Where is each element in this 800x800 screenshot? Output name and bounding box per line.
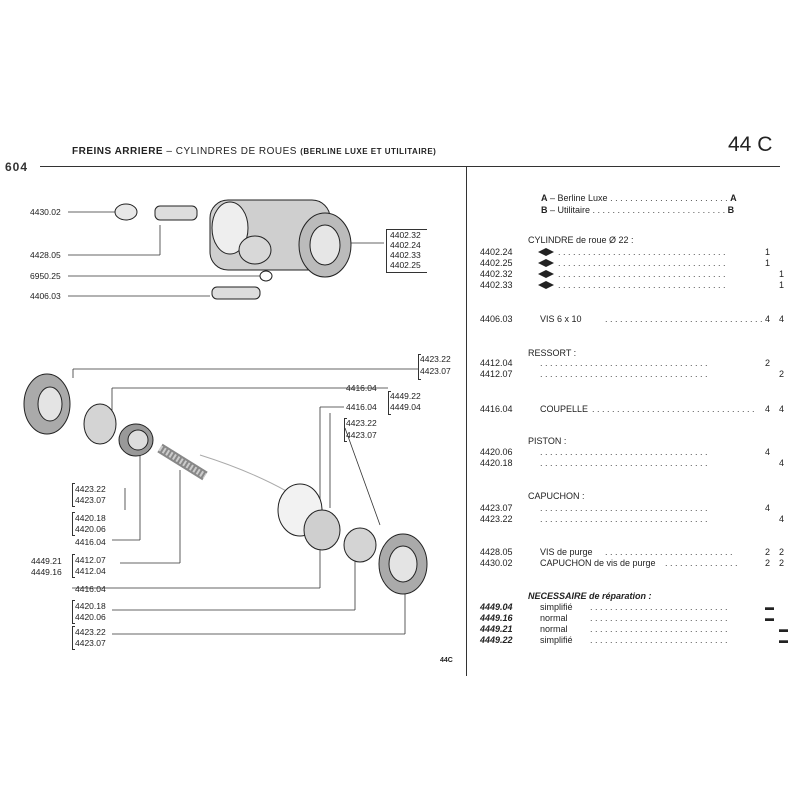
piston-title: PISTON : [528, 436, 567, 446]
ref-4428-05: 4428.05 [30, 250, 61, 260]
ref-4416-04-m1: 4416.04 [346, 383, 377, 393]
ref-4423-07-c: 4423.07 [346, 430, 377, 440]
part-code: 4423.07 [480, 503, 513, 513]
ref-4416-04-l2: 4416.04 [75, 584, 106, 594]
qty-a: 2 [765, 358, 771, 368]
part-code: 4420.18 [480, 458, 513, 468]
coupelle-qb: 4 [779, 404, 785, 414]
ref-4449-21: 4449.21 [31, 556, 62, 566]
part-code: 4423.22 [480, 514, 513, 524]
cylindre-row: 4402.25 . . . . . . . . . . . . . . . . . . . . . . . . . . . . . . . . . . 1 [480, 258, 771, 268]
legend-a-label: A [541, 193, 548, 203]
ref-4449-22: 4449.22 [390, 391, 421, 401]
ref-4430-02: 4430.02 [30, 207, 61, 217]
cylindre-title: CYLINDRE de roue Ø 22 : [528, 235, 634, 245]
ref-4402-24: 4402.24 [390, 240, 421, 250]
column-divider [466, 166, 467, 676]
ref-4412-04: 4412.04 [75, 566, 106, 576]
qty-a: ▬ [765, 613, 774, 623]
ref-4423-22-l5: 4423.22 [75, 627, 106, 637]
part-code: 4412.07 [480, 369, 513, 379]
ref-4449-16: 4449.16 [31, 567, 62, 577]
ref-4420-06-l4: 4420.06 [75, 612, 106, 622]
ref-4423-22-c: 4423.22 [346, 418, 377, 428]
qty-b: 4 [779, 458, 785, 468]
part-code: 4428.05 [480, 547, 513, 557]
vis-code: 4406.03 [480, 314, 513, 324]
ref-4423-07-l1: 4423.07 [75, 495, 106, 505]
ref-4402-25: 4402.25 [390, 260, 421, 270]
title-bold: FREINS ARRIERE [72, 146, 164, 157]
ressort-title: RESSORT : [528, 348, 577, 358]
qty-a: ▬ [765, 602, 774, 612]
qty-b: 1 [779, 280, 785, 290]
part-code: 4420.06 [480, 447, 513, 457]
ref-4402-32: 4402.32 [390, 230, 421, 240]
qty-b: 2 [779, 547, 785, 557]
purge-row: 4428.05 VIS de purge . . . . . . . . . . . . . . . . . . . . . . . . . . 2 2 [480, 547, 785, 557]
ref-4406-03: 4406.03 [30, 291, 61, 301]
qty-b: ▬ [779, 635, 788, 645]
part-code: 4449.21 [480, 624, 513, 634]
qty-b: 2 [779, 369, 785, 379]
part-code: 4449.16 [480, 613, 513, 623]
legend-b-text: – Utilitaire [550, 205, 591, 215]
qty-b: 2 [779, 558, 785, 568]
cylindre-row: 4402.24 . . . . . . . . . . . . . . . . . . . . . . . . . . . . . . . . . . 1 [480, 247, 771, 257]
necessaire-title: NECESSAIRE de réparation : [528, 591, 652, 601]
title-paren: (BERLINE LUXE ET UTILITAIRE) [300, 147, 437, 156]
part-code: 4449.04 [480, 602, 513, 612]
part-code: 4402.25 [480, 258, 513, 268]
part-desc: simplifié [540, 602, 573, 612]
piston-row: 4420.18 . . . . . . . . . . . . . . . . . . . . . . . . . . . . . . . . . . 4 [480, 458, 785, 468]
legend-a-col: A [730, 193, 737, 203]
capuchon-row: 4423.07 . . . . . . . . . . . . . . . . . . . . . . . . . . . . . . . . . . 4 [480, 503, 771, 513]
legend-a-text: – Berline Luxe [550, 193, 608, 203]
qty-a: 1 [765, 247, 771, 257]
part-code: 4402.33 [480, 280, 513, 290]
vis-desc: VIS 6 x 10 [540, 314, 582, 324]
parts-list [480, 0, 790, 680]
ref-6950-25: 6950.25 [30, 271, 61, 281]
ref-4420-18-l4: 4420.18 [75, 601, 106, 611]
cylindre-row: 4402.33 . . . . . . . . . . . . . . . . . . . . . . . . . . . . . . . . . . 1 [480, 280, 785, 290]
ref-4402-33: 4402.33 [390, 250, 421, 260]
part-desc: VIS de purge [540, 547, 593, 557]
coupelle-qa: 4 [765, 404, 771, 414]
title-rest: CYLINDRES DE ROUES [175, 146, 297, 157]
ref-4449-04: 4449.04 [390, 402, 421, 412]
ressort-row: 4412.07 . . . . . . . . . . . . . . . . . . . . . . . . . . . . . . . . . . 2 [480, 369, 785, 379]
ref-4416-04-l1: 4416.04 [75, 537, 106, 547]
cylinder-type-icon [538, 281, 554, 291]
part-desc: normal [540, 624, 568, 634]
legend-a: A – Berline Luxe . . . . . . . . . . . . . . . . . . . . . . . . A [541, 193, 737, 203]
cylinder-type-icon [538, 248, 554, 258]
capuchon-title: CAPUCHON : [528, 491, 585, 501]
title-dash: – [166, 146, 173, 157]
ref-4423-07-a: 4423.07 [420, 366, 451, 376]
part-code: 4430.02 [480, 558, 513, 568]
purge-row: 4430.02 CAPUCHON de vis de purge . . . . . . . . . . . . . . . 2 2 [480, 558, 785, 568]
vis-qb: 4 [779, 314, 785, 324]
ref-4420-18-l2: 4420.18 [75, 513, 106, 523]
legend-b: B – Utilitaire . . . . . . . . . . . . . . . . . . . . . . . . . . . B [541, 205, 735, 215]
qty-b: 1 [779, 269, 785, 279]
cylinder-type-icon [538, 259, 554, 269]
coupelle-row: 4416.04 COUPELLE . . . . . . . . . . . . . . . . . . . . . . . . . . . . . . . . . 4 4 [480, 404, 785, 414]
part-code: 4449.22 [480, 635, 513, 645]
legend-b-label: B [541, 205, 548, 215]
qty-a: 4 [765, 503, 771, 513]
ref-4420-06-l2: 4420.06 [75, 524, 106, 534]
qty-b: 4 [779, 514, 785, 524]
cylindre-row: 4402.32 . . . . . . . . . . . . . . . . . . . . . . . . . . . . . . . . . . 1 [480, 269, 785, 279]
ref-4416-04-m2: 4416.04 [346, 402, 377, 412]
legend-b-col: B [727, 205, 735, 215]
part-desc: simplifié [540, 635, 573, 645]
qty-a: 2 [765, 547, 771, 557]
qty-a: 4 [765, 447, 771, 457]
ref-4423-22-a: 4423.22 [420, 354, 451, 364]
exploded-diagram [0, 0, 466, 680]
part-code: 4402.32 [480, 269, 513, 279]
ref-4423-22-l1: 4423.22 [75, 484, 106, 494]
part-code: 4412.04 [480, 358, 513, 368]
part-desc: CAPUCHON de vis de purge [540, 558, 656, 568]
necessaire-row: 4449.04 simplifié . . . . . . . . . . . . . . . . . . . . . . . . . . . . ▬ [480, 602, 774, 612]
coupelle-desc: COUPELLE [540, 404, 589, 414]
vis-qa: 4 [765, 314, 771, 324]
ref-4423-07-l5: 4423.07 [75, 638, 106, 648]
qty-a: 2 [765, 558, 771, 568]
page-ref: 44 C [728, 133, 773, 156]
footer-code: 44C [440, 657, 453, 664]
vis-row: 4406.03 VIS 6 x 10 . . . . . . . . . . . . . . . . . . . . . . . . . . . . . . . . 4 4 [480, 314, 785, 324]
coupelle-code: 4416.04 [480, 404, 513, 414]
part-code: 4402.24 [480, 247, 513, 257]
necessaire-row: 4449.22 simplifié . . . . . . . . . . . . . . . . . . . . . . . . . . . . ▬ [480, 635, 788, 645]
qty-a: 1 [765, 258, 771, 268]
cylinder-type-icon [538, 270, 554, 280]
part-desc: normal [540, 613, 568, 623]
ref-4412-07: 4412.07 [75, 555, 106, 565]
ressort-row: 4412.04 . . . . . . . . . . . . . . . . . . . . . . . . . . . . . . . . . . 2 [480, 358, 771, 368]
piston-row: 4420.06 . . . . . . . . . . . . . . . . . . . . . . . . . . . . . . . . . . 4 [480, 447, 771, 457]
qty-b: ▬ [779, 624, 788, 634]
necessaire-row: 4449.16 normal . . . . . . . . . . . . . . . . . . . . . . . . . . . . ▬ [480, 613, 774, 623]
model-logo: 604 [5, 160, 29, 174]
capuchon-row: 4423.22 . . . . . . . . . . . . . . . . . . . . . . . . . . . . . . . . . . 4 [480, 514, 785, 524]
necessaire-row: 4449.21 normal . . . . . . . . . . . . . . . . . . . . . . . . . . . . ▬ [480, 624, 788, 634]
